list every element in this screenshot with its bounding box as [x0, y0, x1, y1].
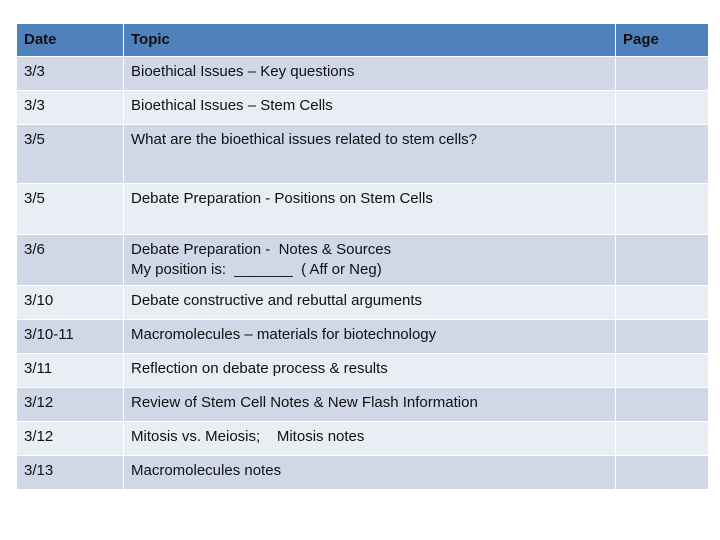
date-cell: 3/5	[17, 125, 124, 184]
page-cell	[616, 91, 709, 125]
topic-cell	[124, 320, 616, 354]
page-cell	[616, 286, 709, 320]
date-cell: 3/12	[17, 388, 124, 422]
topic-text-line2: My position is: _______ ( Aff or Neg)	[131, 261, 382, 278]
page-cell	[616, 422, 709, 456]
page-cell	[616, 184, 709, 235]
topic-text: Bioethical Issues – Stem Cells	[131, 97, 333, 114]
date-cell: 3/11	[17, 354, 124, 388]
table-row	[17, 354, 709, 388]
topic-cell	[124, 235, 616, 286]
topic-text: Debate constructive and rebuttal arguments	[131, 292, 422, 309]
page-cell	[616, 320, 709, 354]
page-cell	[616, 235, 709, 286]
date-cell: 3/5	[17, 184, 124, 235]
topic-cell	[124, 91, 616, 125]
topic-cell	[124, 125, 616, 184]
header-topic: Topic	[124, 24, 616, 57]
table-row	[17, 422, 709, 456]
date-cell: 3/6	[17, 235, 124, 286]
date-cell: 3/3	[17, 57, 124, 91]
topic-cell	[124, 286, 616, 320]
page-cell	[616, 354, 709, 388]
table-body	[17, 57, 709, 490]
topic-text: What are the bioethical issues related to stem cells?	[131, 131, 478, 148]
page-cell	[616, 125, 709, 184]
topic-cell	[124, 57, 616, 91]
topic-cell	[124, 388, 616, 422]
table-row	[17, 388, 709, 422]
table-row	[17, 91, 709, 125]
date-cell: 3/13	[17, 456, 124, 490]
table-row	[17, 235, 709, 286]
topic-cell	[124, 422, 616, 456]
date-cell: 3/3	[17, 91, 124, 125]
table-of-contents	[16, 23, 709, 490]
topic-cell	[124, 456, 616, 490]
table-row	[17, 456, 709, 490]
header-date: Date	[17, 24, 124, 57]
page-cell	[616, 57, 709, 91]
topic-text: Macromolecules notes	[131, 462, 282, 479]
table-row	[17, 320, 709, 354]
header-page: Page	[616, 24, 709, 57]
topic-text: Review of Stem Cell Notes & New Flash Information	[131, 394, 478, 411]
table-row	[17, 184, 709, 235]
header-row	[17, 24, 709, 57]
table-header	[17, 24, 709, 57]
topic-text: Debate Preparation - Notes & Sources	[131, 241, 392, 258]
page-cell	[616, 388, 709, 422]
topic-text: Debate Preparation - Positions on Stem Cells	[131, 190, 433, 207]
date-cell: 3/10	[17, 286, 124, 320]
date-cell: 3/10-11	[17, 320, 124, 354]
topic-text: Reflection on debate process & results	[131, 360, 388, 377]
topic-text: Bioethical Issues – Key questions	[131, 63, 355, 80]
topic-text: Macromolecules – materials for biotechnology	[131, 326, 437, 343]
topic-cell	[124, 354, 616, 388]
table-row	[17, 57, 709, 91]
table-row	[17, 125, 709, 184]
table-row	[17, 286, 709, 320]
page-cell	[616, 456, 709, 490]
topic-text: Mitosis vs. Meiosis; Mitosis notes	[131, 428, 365, 445]
topic-cell	[124, 184, 616, 235]
date-cell: 3/12	[17, 422, 124, 456]
